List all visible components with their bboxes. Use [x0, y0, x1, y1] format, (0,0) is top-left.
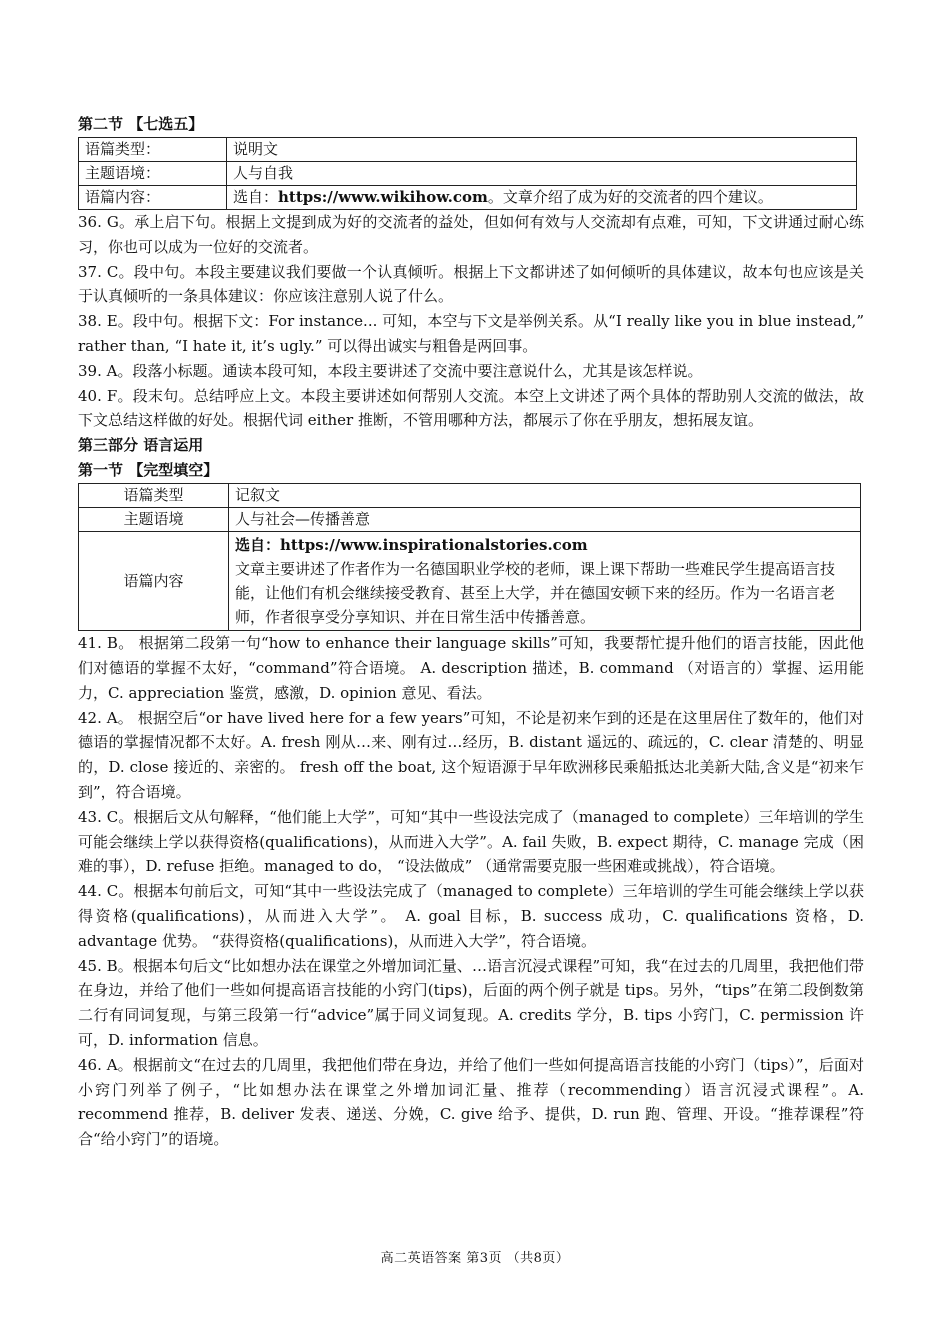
source-prefix: 选自：	[233, 188, 279, 206]
answer-36: 36. G。承上启下句。根据上文提到成为好的交流者的益处，但如何有效与人交流却有点难，可知，下文讲通过耐心练习，你也可以成为一位好的交流者。	[78, 213, 864, 256]
content-value	[229, 532, 861, 631]
table-row	[79, 162, 857, 186]
theme-value: 人与自我	[227, 162, 857, 186]
source-line	[235, 533, 854, 557]
answer-46: 46. A。根据前文“在过去的几周里，我把他们带在身边，并给了他们一些如何提高语言技能的小窍门（tips）”，后面对小窍门列举了例子，“比如想办法在课堂之外增加词汇量、推荐（recommending）语言沉浸式课程”。A. recommend 推荐，B. deliver 发表、递送、分娩，C. give 给予、提供，D. run 跑、管理、开设。“推荐课程”符合“给小窍门”的语境。	[78, 1055, 864, 1149]
table-row	[79, 138, 857, 162]
answer-44: 44. C。根据本句前后文，可知“其中一些设法完成了（managed to complete）三年培训的学生可能会继续上学以获得资格(qualifications)，从而进入大学”。 A. goal 目标，B. success 成功，C. qualifications 资格，D. advantage 优势。 “获得资格(qualifications)，从而进入大学”，符合语境。	[78, 882, 864, 950]
answer-38: 38. E。段中句。根据下文：For instance... 可知，本空与下文是举例关系。从“I really like you in blue instead,” rather than, “I hate it, it’s ugly.” 可以得出诚实与粗鲁是两回事。	[78, 312, 864, 355]
answer-42: 42. A。 根据空后“or have lived here for a few years”可知，不论是初来乍到的还是在这里居住了数年的，他们对德语的掌握情况都不太好。A. fresh 刚从…来、刚有过…经历，B. distant 遥远的、疏远的，C. clear 清楚的、明显的，D. close 接近的、亲密的。 fresh off the boat, 这个短语源于早年欧洲移民乘船抵达北美新大陆,含义是“初来乍到”，符合语境。	[78, 708, 864, 801]
answer-37: 37. C。段中句。本段主要建议我们要做一个认真倾听。根据上下文都讲述了如何倾听的具体建议，故本句也应该是关于认真倾听的一条具体建议：你应该注意别人说了什么。	[78, 262, 864, 306]
answer-41: 41. B。 根据第二段第一句“how to enhance their language skills”可知，我要帮忙提升他们的语言技能，因此他们对德语的掌握不太好，“command”符合语境。 A. description 描述，B. command （对语言的）掌握、运用能力，C. appreciation 鉴赏，感激，D. opinion 意见、看法。	[78, 634, 864, 702]
page-footer: 高二英语答案 第3页 （共8页）	[380, 1251, 570, 1266]
genre-label: 语篇类型：	[79, 138, 227, 162]
content-summary: 。文章介绍了成为好的交流者的四个建议。	[487, 188, 773, 206]
content-label: 语篇内容：	[79, 186, 227, 210]
table-row	[79, 508, 861, 532]
genre-label: 语篇类型	[79, 484, 229, 508]
answer-43: 43. C。根据后文从句解释，“他们能上大学”，可知“其中一些设法完成了（managed to complete）三年培训的学生可能会继续上学以获得资格(qualifications)，从而进入大学”。A. fail 失败，B. expect 期待，C. manage 完成（困难的事），D. refuse 拒绝。managed to do， “设法做成” （通常需要克服一些困难或挑战），符合语境。	[78, 807, 864, 876]
answer-40: 40. F。段末句。总结呼应上文。本段主要讲述如何帮别人交流。本空上文讲述了两个具体的帮助别人交流的做法，故下文总结这样做的好处。根据代词 either 推断，不管用哪种方法，都展示了你在乎朋友，想拓展友谊。	[78, 386, 864, 430]
table-row	[79, 532, 861, 631]
theme-label: 主题语境：	[79, 162, 227, 186]
answer-39: 39. A。段落小标题。通读本段可知，本段主要讲述了交流中要注意说什么，尤其是该怎样说。	[78, 361, 703, 380]
source-prefix: 选自：	[235, 536, 281, 555]
content-label: 语篇内容	[79, 532, 229, 631]
theme-label: 主题语境	[79, 508, 229, 532]
section2-info-table	[78, 137, 857, 210]
source-url: https://www.wikihow.com	[278, 188, 488, 206]
answer-page	[78, 112, 864, 1152]
table-row	[79, 186, 857, 210]
content-value	[227, 186, 857, 210]
part3-info-table	[78, 483, 861, 631]
part3-section1-heading: 第一节 【完型填空】	[78, 461, 219, 480]
table-row	[79, 484, 861, 508]
part3-heading: 第三部分 语言运用	[78, 436, 204, 455]
source-url: https://www.inspirationalstories.com	[280, 536, 588, 555]
section2-heading: 第二节 【七选五】	[78, 115, 204, 133]
genre-value: 说明文	[227, 138, 857, 162]
theme-value: 人与社会—传播善意	[229, 508, 861, 532]
genre-value: 记叙文	[229, 484, 861, 508]
answer-45: 45. B。根据本句后文“比如想办法在课堂之外增加词汇量、…语言沉浸式课程”可知，我“在过去的几周里，我把他们带在身边，并给了他们一些如何提高语言技能的小窍门(tips)，后面的两个例子就是 tips。另外，“tips”在第二段倒数第二行有同词复现，与第三段第一行“advice”属于同义词复现。A. credits 学分，B. tips 小窍门，C. permission 许可，D. information 信息。	[78, 956, 864, 1049]
content-summary: 文章主要讲述了作者作为一名德国职业学校的老师，课上课下帮助一些难民学生提高语言技能，让他们有机会继续接受教育、甚至上大学，并在德国安顿下来的经历。作为一名语言老师，作者很享受分享知识、并在日常生活中传播善意。	[235, 560, 836, 627]
